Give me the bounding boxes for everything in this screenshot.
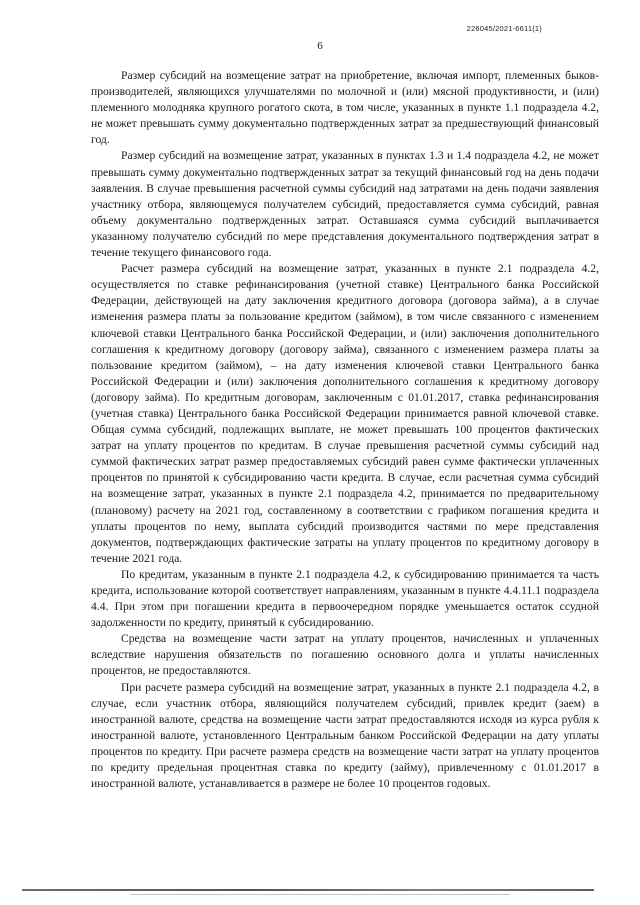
scan-edge-line-secondary: [130, 894, 510, 895]
document-id: 226045/2021-6611(1): [466, 24, 542, 33]
scan-edge-line: [22, 889, 594, 891]
page-number: 6: [317, 40, 323, 52]
paragraph: Средства на возмещение части затрат на уплату процентов, начисленных и уплаченных вследствие нарушения обязательств по погашению основного долга и уплаты начисленных процентов, не предоставляются.: [91, 632, 599, 678]
paragraph: Расчет размера субсидий на возмещение затрат, указанных в пункте 2.1 подраздела 4.2, осуществляется по ставке рефинансирования (учетной ставке) Центрального банка Российской Федерации, действующей на дату заключения кредитного договора (договора займа), а в случае изменения размера платы за пользование кредитом (займом), в том числе связанного с изменением ключевой ставки Центрального банка Российской Федерации, и (или) заключения дополнительного соглашения к кредитному договору (договору займа), связанного с изменением размера платы за пользование кредитом (займом), – на дату изменения ключевой ставки Центрального банка Российской Федерации и (или) заключения дополнительного соглашения к кредитному договору (договору займа). По кредитным договорам, заключенным с 01.01.2017, ставка рефинансирования (учетная ставка) Центрального банка Российской Федерации принимается равной ключевой ставке. Общая сумма субсидий, подлежащих выплате, не может превышать 100 процентов фактических затрат на уплату процентов по кредитам. В случае превышения расчетной суммы субсидий над суммой фактических затрат размер предоставляемых субсидий равен сумме фактически уплаченных процентов по принятой к субсидированию части кредита. В случае, если расчетная сумма субсидий на возмещение затрат, указанных в пункте 2.1 подраздела 4.2, принимается по предварительному (плановому) расчету на 2021 год, составленному в соответствии с графиком погашения кредита и уплаты процентов по нему, выплата субсидий производится частями по мере представления документов, подтверждающих фактические затраты на уплату процентов по кредитному договору в течение 2021 года.: [91, 262, 599, 565]
paragraph: Размер субсидий на возмещение затрат на приобретение, включая импорт, племенных быков-производителей, являющихся улучшателями по молочной и (или) мясной продуктивности, и (или) племенного молодняка крупного рогатого скота, в том числе, указанных в пункте 1.1 подраздела 4.2, не может превышать сумму документально подтвержденных затрат за предшествующий финансовый год.: [91, 69, 599, 147]
paragraph: Размер субсидий на возмещение затрат, указанных в пунктах 1.3 и 1.4 подраздела 4.2, не может превышать сумму документально подтвержденных затрат за текущий финансовый год на день подачи заявления. В случае превышения расчетной суммы субсидий над затратами на день подачи заявления участнику отбора, являющемуся получателем субсидий, предоставляется сумма субсидий, равная объему документально подтвержденных затрат. Оставшаяся сумма субсидий выплачивается указанному получателю субсидий по мере представления документального подтверждения затрат в течение текущего финансового года.: [91, 149, 599, 260]
paragraph: По кредитам, указанным в пункте 2.1 подраздела 4.2, к субсидированию принимается та часть кредита, использование которой соответствует направлениям, указанным в пункте 4.4.11.1 подраздела 4.4. При этом при погашении кредита в первоочередном порядке уменьшается остаток ссудной задолженности по кредиту, принятый к субсидированию.: [91, 567, 599, 630]
document-body: [91, 68, 599, 792]
paragraph: При расчете размера субсидий на возмещение затрат, указанных в пункте 2.1 подраздела 4.2, в случае, если участник отбора, являющийся получателем субсидий, привлек кредит (заем) в иностранной валюте, средства на возмещение части затрат предоставляются исходя из курса рубля к иностранной валюте, установленного Центральным банком Российской Федерации на дату уплаты процентов по кредиту. При расчете размера средств на возмещение части затрат на уплату процентов по кредиту предельная процентная ставка по кредиту (займу), привлеченному с 01.01.2017 в иностранной валюте, устанавливается в размере не более 10 процентов годовых.: [91, 680, 599, 791]
